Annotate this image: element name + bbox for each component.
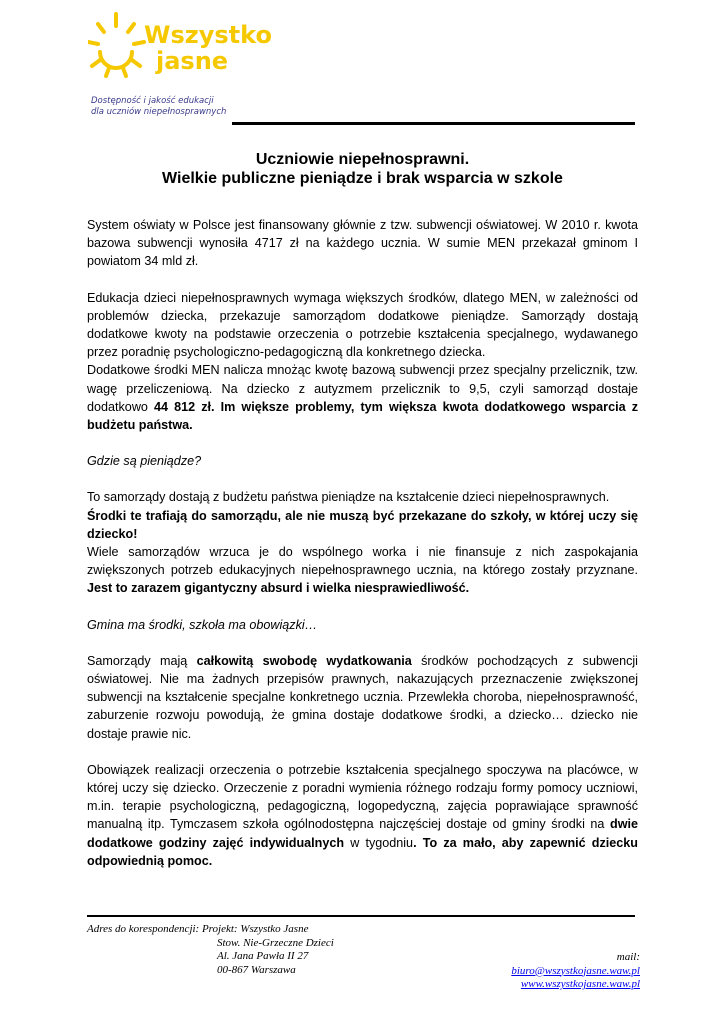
footer-address <box>87 923 334 977</box>
sun-icon <box>88 12 148 82</box>
paragraph-7: Obowiązek realizacji orzeczenia o potrzebie kształcenia specjalnego spoczywa na placówce, w której uczy się dziecko. Orzeczenie z poradni wymienia różnego rodzaju formy pomocy uczniowi, m.in. terapie psychologiczną, pedagogiczną, logopedyczną, zajęcia poprawiające sprawność manualną itp. Tymczasem szkoła ogólnodostępna najczęściej dostaje od gminy środki na dwie dodatkowe godziny zajęć indywidualnych w tygodniu. To za mało, aby zapewnić dziecku odpowiednią pomoc. <box>87 762 638 868</box>
address-line1: Adres do korespondencji: Projekt: Wszystko Jasne <box>87 923 309 935</box>
paragraph-2: Edukacja dzieci niepełnosprawnych wymaga większych środków, dlatego MEN, w zależności od problemów dziecka, przekazuje samorządom dodatkowe pieniądze. Samorządy dostają dodatkowe kwoty na podstawie orzeczenia o potrzebie kształcenia specjalnego, wydawanego przez poradnię psychologiczno-pedagogiczną dla konkretnego dziecka. <box>87 290 638 360</box>
address-line3: Al. Jana Pawła II 27 <box>217 950 309 962</box>
footer-divider <box>87 915 635 917</box>
logo <box>88 12 288 120</box>
logo-line1: Wszystko <box>144 21 272 49</box>
tagline-line2: dla uczniów niepełnosprawnych <box>91 107 227 117</box>
address-line4: 00-867 Warszawa <box>217 963 296 976</box>
paragraph-3: Dodatkowe środki MEN nalicza mnożąc kwotę bazową subwencji przez specjalny przelicznik, tzw. wagę przeliczeniową. Na dziecko z autyzmem przelicznik to 9,5, czyli samorząd dostaje dodatkowo 44 812 zł. Im większe problemy, tym większa kwota dodatkowego wsparcia z budżetu państwa. <box>87 363 638 433</box>
website-link[interactable]: www.wszystkojasne.waw.pl <box>520 978 640 990</box>
title-line2: Wielkie publiczne pieniądze i brak wsparcia w szkole <box>162 170 563 187</box>
paragraph-4: To samorządy dostają z budżetu państwa pieniądze na kształcenie dzieci niepełnosprawnych. Środki te trafiają do samorządu, ale nie muszą być przekazane do szkoły, w której uczy się dziecko! <box>87 490 638 541</box>
header-divider <box>232 122 635 125</box>
paragraph-5: Wiele samorządów wrzuca je do wspólnego worka i nie finansuje z nich zaspokajania zwiększonych potrzeb edukacyjnych niepełnosprawnego ucznia, na którego zostały przyznane. Jest to zarazem gigantyczny absurd i wielka niesprawiedliwość. <box>87 545 638 596</box>
subheading-2: Gmina ma środki, szkoła ma obowiązki… <box>87 617 318 632</box>
footer <box>87 923 640 990</box>
document-title <box>60 150 665 188</box>
email-line: mail: biuro@wszystkojasne.waw.pl <box>511 951 640 977</box>
tagline <box>91 96 226 118</box>
title-line1: Uczniowie niepełnosprawni. <box>255 151 470 168</box>
document-body <box>87 216 638 870</box>
paragraph-6: Samorządy mają całkowitą swobodę wydatkowania środków pochodzących z subwencji oświatowej. Nie ma żadnych przepisów prawnych, nakazujących przeznaczenie zwiększonej subwencji na kształcenie specjalne konkretnego ucznia. Przewlekła choroba, niepełnosprawność, zaburzenie rozwoju powodują, że gmina dostaje dodatkowe środki, a dziecko… dziecko nie dostaje prawie nic. <box>87 653 638 741</box>
logo-line2: jasne <box>156 47 229 75</box>
paragraph-1: System oświaty w Polsce jest finansowany głównie z tzw. subwencji oświatowej. W 2010 r. kwota bazowa subwencji wynosiła 4717 zł na każdego ucznia. W sumie MEN przekazał gminom I powiatom 34 mld zł. <box>87 218 638 269</box>
subheading-1: Gdzie są pieniądze? <box>87 454 202 469</box>
tagline-line1: Dostępność i jakość edukacji <box>91 96 214 106</box>
address-line2: Stow. Nie-Grzeczne Dzieci <box>217 936 334 949</box>
email-link[interactable]: biuro@wszystkojasne.waw.pl <box>511 964 640 977</box>
logo-wordmark <box>144 22 272 74</box>
footer-contact <box>511 951 640 992</box>
